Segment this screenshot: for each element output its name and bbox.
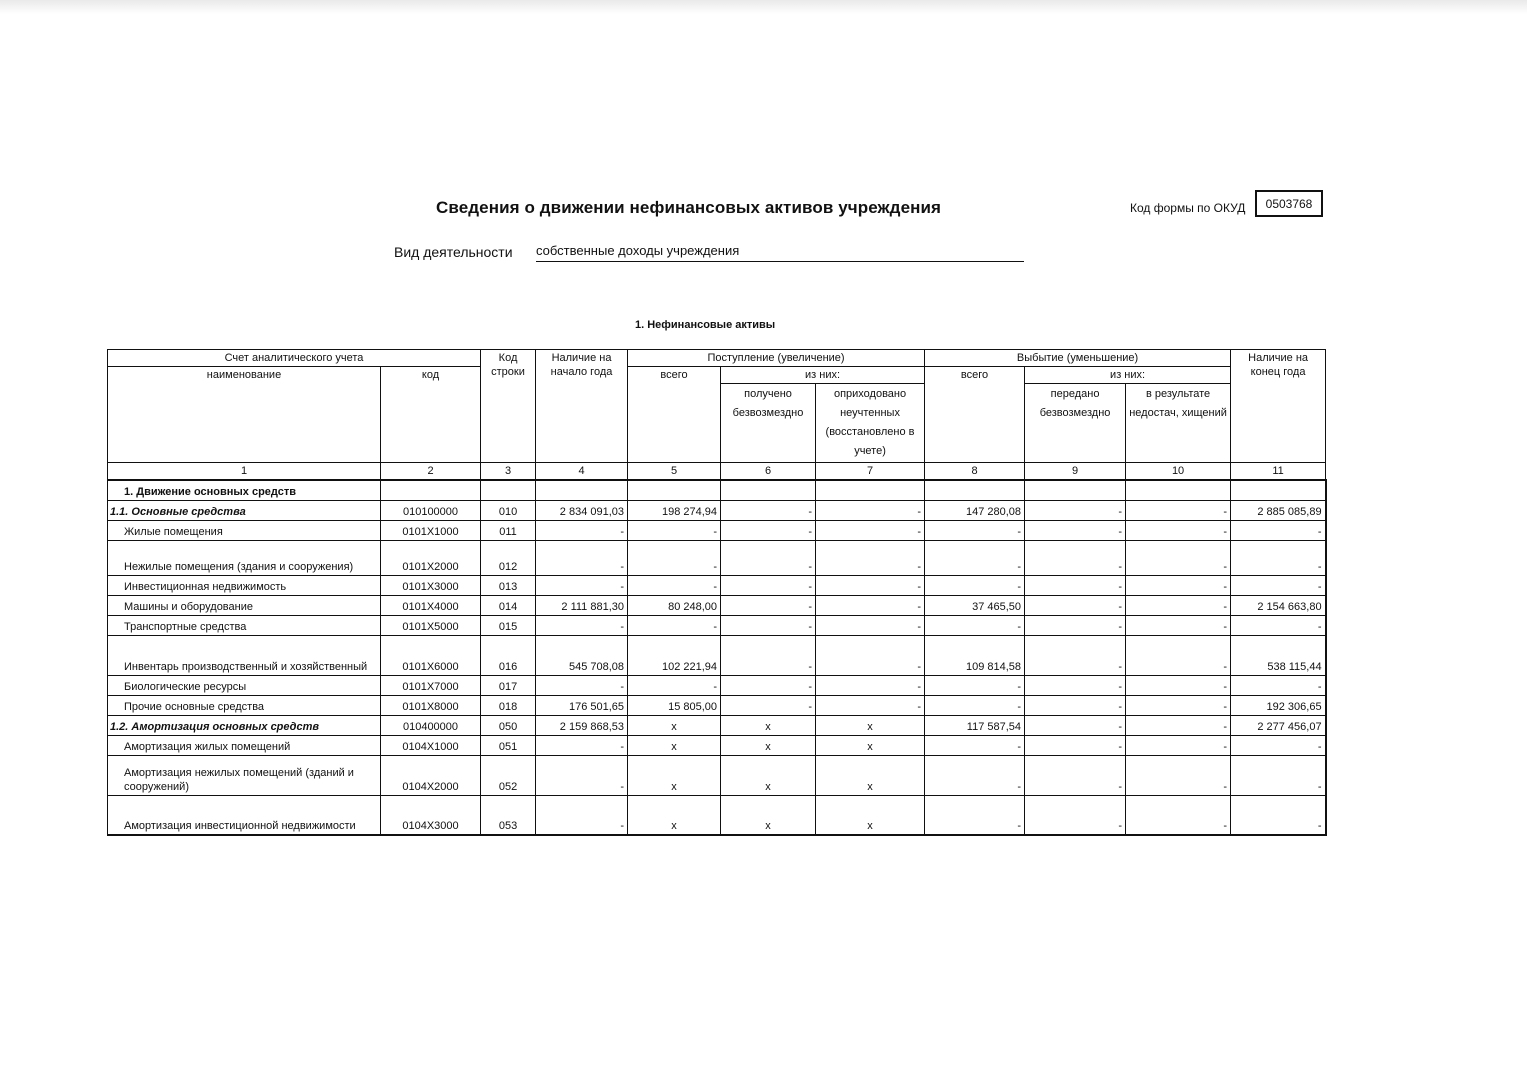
row-value: x: [816, 715, 925, 735]
row-value: -: [925, 755, 1025, 795]
row-value: x: [816, 755, 925, 795]
row-value: -: [925, 520, 1025, 540]
header-income-total: всего: [628, 367, 721, 463]
activity-label: Вид деятельности: [394, 244, 513, 260]
row-value: -: [816, 520, 925, 540]
row-account-code: 0101X7000: [381, 675, 481, 695]
table-row: [108, 715, 1326, 735]
row-name: Амортизация жилых помещений: [108, 735, 381, 755]
row-value: x: [816, 795, 925, 835]
row-value: -: [925, 615, 1025, 635]
header-income-of-which: из них:: [721, 367, 925, 384]
row-value: -: [1025, 595, 1126, 615]
column-number: 3: [481, 463, 536, 481]
row-value: -: [925, 540, 1025, 575]
row-value: -: [721, 675, 816, 695]
row-value: -: [536, 675, 628, 695]
row-line-code: 052: [481, 755, 536, 795]
header-disposal-total: всего: [925, 367, 1025, 463]
row-value: [816, 480, 925, 500]
row-name: Инвентарь производственный и хозяйственный: [108, 635, 381, 675]
row-value: -: [1126, 520, 1231, 540]
row-value: x: [628, 795, 721, 835]
row-account-code: 0104X3000: [381, 795, 481, 835]
row-value: -: [816, 695, 925, 715]
row-account-code: 0101X4000: [381, 595, 481, 615]
row-line-code: 012: [481, 540, 536, 575]
row-value: -: [1025, 675, 1126, 695]
row-value: -: [925, 795, 1025, 835]
row-name: Биологические ресурсы: [108, 675, 381, 695]
scan-edge: [0, 0, 1527, 14]
row-value: -: [1126, 615, 1231, 635]
table-row: [108, 615, 1326, 635]
table-row: [108, 635, 1326, 675]
row-value: -: [1126, 675, 1231, 695]
row-value: -: [628, 675, 721, 695]
row-value: -: [1025, 540, 1126, 575]
table-row: [108, 520, 1326, 540]
row-name: Амортизация нежилых помещений (зданий и сооружений): [108, 755, 381, 795]
row-value: -: [721, 615, 816, 635]
header-end: Наличие на конец года: [1231, 350, 1326, 463]
row-value: -: [816, 675, 925, 695]
row-value: -: [721, 695, 816, 715]
row-value: -: [1126, 500, 1231, 520]
row-value: -: [1231, 755, 1326, 795]
row-value: x: [628, 735, 721, 755]
row-value: -: [816, 575, 925, 595]
row-value: -: [1126, 575, 1231, 595]
assets-table: [107, 349, 1327, 836]
row-value: [1025, 480, 1126, 500]
document-title: Сведения о движении нефинансовых активов учреждения: [436, 198, 942, 217]
row-value: -: [1231, 675, 1326, 695]
table-row: [108, 755, 1326, 795]
row-value: -: [925, 575, 1025, 595]
row-value: -: [1126, 715, 1231, 735]
row-value: -: [816, 635, 925, 675]
row-value: 538 115,44: [1231, 635, 1326, 675]
row-value: 80 248,00: [628, 595, 721, 615]
row-value: x: [628, 755, 721, 795]
row-value: 37 465,50: [925, 595, 1025, 615]
header-income-free: получено безвозмездно: [721, 384, 816, 463]
row-value: 176 501,65: [536, 695, 628, 715]
header-income-unrecorded: оприходовано неучтенных (восстановлено в учете): [816, 384, 925, 463]
row-account-code: 0101X6000: [381, 635, 481, 675]
row-name: Транспортные средства: [108, 615, 381, 635]
section-title: 1. Нефинансовые активы: [635, 319, 776, 331]
row-value: [1126, 480, 1231, 500]
row-value: -: [816, 500, 925, 520]
row-value: -: [536, 615, 628, 635]
row-value: x: [721, 735, 816, 755]
row-value: -: [1025, 615, 1126, 635]
row-name: 1.1. Основные средства: [108, 500, 381, 520]
row-value: 2 159 868,53: [536, 715, 628, 735]
row-value: 2 111 881,30: [536, 595, 628, 615]
row-line-code: 016: [481, 635, 536, 675]
row-line-code: 053: [481, 795, 536, 835]
row-value: x: [816, 735, 925, 755]
row-value: [536, 480, 628, 500]
row-value: -: [1231, 575, 1326, 595]
column-number: 11: [1231, 463, 1326, 481]
row-name: Нежилые помещения (здания и сооружения): [108, 540, 381, 575]
row-value: x: [721, 755, 816, 795]
table-row: [108, 500, 1326, 520]
row-line-code: 015: [481, 615, 536, 635]
row-line-code: 014: [481, 595, 536, 615]
row-value: -: [1231, 540, 1326, 575]
row-value: -: [536, 735, 628, 755]
row-value: -: [536, 795, 628, 835]
row-value: 2 154 663,80: [1231, 595, 1326, 615]
row-account-code: 0101X5000: [381, 615, 481, 635]
row-account-code: 0101X1000: [381, 520, 481, 540]
row-value: 198 274,94: [628, 500, 721, 520]
table-row: [108, 795, 1326, 835]
row-value: -: [925, 695, 1025, 715]
row-value: -: [1025, 575, 1126, 595]
row-value: -: [1231, 615, 1326, 635]
row-account-code: 0101X8000: [381, 695, 481, 715]
row-value: 2 277 456,07: [1231, 715, 1326, 735]
row-value: -: [1025, 735, 1126, 755]
row-line-code: 010: [481, 500, 536, 520]
row-value: -: [1231, 520, 1326, 540]
row-value: -: [536, 755, 628, 795]
row-value: -: [816, 595, 925, 615]
row-account-code: 010400000: [381, 715, 481, 735]
row-value: -: [628, 575, 721, 595]
column-number: 6: [721, 463, 816, 481]
row-value: 147 280,08: [925, 500, 1025, 520]
row-value: -: [1126, 755, 1231, 795]
row-value: [628, 480, 721, 500]
row-account-code: 0104X1000: [381, 735, 481, 755]
header-account: Счет аналитического учета: [108, 350, 481, 367]
row-value: -: [721, 520, 816, 540]
column-number: 7: [816, 463, 925, 481]
row-value: -: [628, 540, 721, 575]
row-value: -: [628, 520, 721, 540]
row-value: -: [1025, 795, 1126, 835]
row-value: -: [1025, 715, 1126, 735]
row-account-code: 010100000: [381, 500, 481, 520]
row-value: -: [536, 540, 628, 575]
row-account-code: 0104X2000: [381, 755, 481, 795]
row-name: Машины и оборудование: [108, 595, 381, 615]
row-value: -: [721, 575, 816, 595]
row-value: -: [816, 540, 925, 575]
column-numbers-row: [108, 463, 1326, 481]
row-value: -: [1126, 635, 1231, 675]
column-number: 5: [628, 463, 721, 481]
row-value: -: [1126, 540, 1231, 575]
row-value: -: [1231, 795, 1326, 835]
row-value: 192 306,65: [1231, 695, 1326, 715]
row-account-code: 0101X3000: [381, 575, 481, 595]
row-value: 2 834 091,03: [536, 500, 628, 520]
row-value: -: [721, 595, 816, 615]
row-value: -: [536, 575, 628, 595]
row-value: x: [628, 715, 721, 735]
row-value: -: [1025, 635, 1126, 675]
row-value: -: [1025, 500, 1126, 520]
row-value: -: [1025, 695, 1126, 715]
row-value: [925, 480, 1025, 500]
row-line-code: 017: [481, 675, 536, 695]
column-number: 8: [925, 463, 1025, 481]
table-row: [108, 575, 1326, 595]
row-value: 545 708,08: [536, 635, 628, 675]
row-value: -: [816, 615, 925, 635]
row-value: 2 885 085,89: [1231, 500, 1326, 520]
row-value: [721, 480, 816, 500]
row-value: -: [1231, 735, 1326, 755]
row-account-code: 0101X2000: [381, 540, 481, 575]
table-row: [108, 695, 1326, 715]
row-value: -: [1126, 695, 1231, 715]
row-value: x: [721, 715, 816, 735]
header-disposal-shortage: в результате недостач, хищений: [1126, 384, 1231, 463]
row-value: -: [721, 500, 816, 520]
row-value: -: [1126, 735, 1231, 755]
row-name: 1.2. Амортизация основных средств: [108, 715, 381, 735]
header-name: наименование: [108, 367, 381, 463]
row-name: Инвестиционная недвижимость: [108, 575, 381, 595]
row-name: Прочие основные средства: [108, 695, 381, 715]
header-disposal: Выбытие (уменьшение): [925, 350, 1231, 367]
row-value: 15 805,00: [628, 695, 721, 715]
column-number: 2: [381, 463, 481, 481]
table-row: [108, 595, 1326, 615]
table-row: [108, 735, 1326, 755]
row-line-code: 051: [481, 735, 536, 755]
column-number: 9: [1025, 463, 1126, 481]
row-account-code: [381, 480, 481, 500]
row-value: -: [1126, 595, 1231, 615]
row-line-code: 018: [481, 695, 536, 715]
table-row: [108, 480, 1326, 500]
row-value: -: [925, 735, 1025, 755]
table-row: [108, 540, 1326, 575]
row-name: Жилые помещения: [108, 520, 381, 540]
header-line-code: Код строки: [481, 350, 536, 463]
header-disposal-of-which: из них:: [1025, 367, 1231, 384]
header-income: Поступление (увеличение): [628, 350, 925, 367]
row-value: -: [721, 635, 816, 675]
row-value: 117 587,54: [925, 715, 1025, 735]
row-value: x: [721, 795, 816, 835]
row-line-code: 011: [481, 520, 536, 540]
row-value: -: [721, 540, 816, 575]
header-begin: Наличие на начало года: [536, 350, 628, 463]
row-line-code: 050: [481, 715, 536, 735]
activity-value: собственные доходы учреждения: [536, 243, 1024, 262]
row-value: -: [1126, 795, 1231, 835]
row-value: 102 221,94: [628, 635, 721, 675]
row-name: Амортизация инвестиционной недвижимости: [108, 795, 381, 835]
row-value: -: [1025, 755, 1126, 795]
row-value: -: [1025, 520, 1126, 540]
form-code-box: 0503768: [1255, 190, 1323, 217]
form-code-label: Код формы по ОКУД: [1130, 201, 1246, 215]
row-name: 1. Движение основных средств: [108, 480, 381, 500]
header-code: код: [381, 367, 481, 463]
row-value: -: [536, 520, 628, 540]
column-number: 1: [108, 463, 381, 481]
row-value: -: [925, 675, 1025, 695]
header-disposal-free: передано безвозмездно: [1025, 384, 1126, 463]
table-row: [108, 675, 1326, 695]
column-number: 10: [1126, 463, 1231, 481]
row-line-code: [481, 480, 536, 500]
column-number: 4: [536, 463, 628, 481]
row-line-code: 013: [481, 575, 536, 595]
row-value: 109 814,58: [925, 635, 1025, 675]
row-value: -: [628, 615, 721, 635]
row-value: [1231, 480, 1326, 500]
